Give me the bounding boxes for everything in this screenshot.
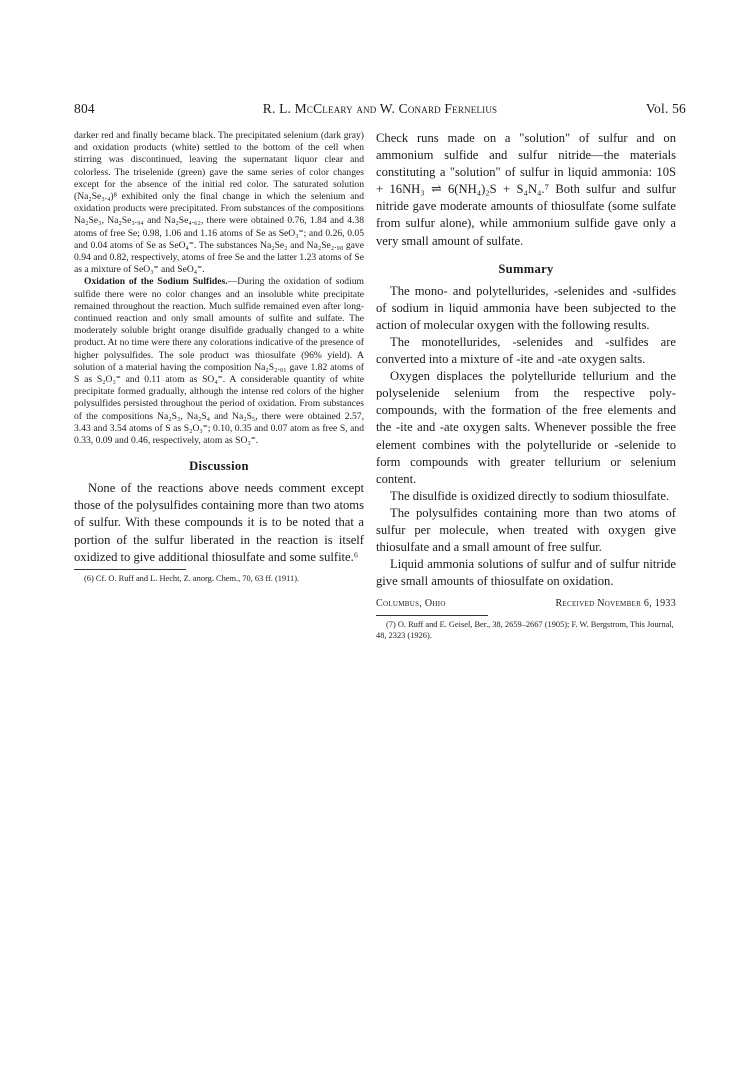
footnote-7: (7) O. Ruff and E. Geisel, Ber., 38, 2659–2667 (1905); F. W. Bergstrom, This Journal, 48, 2323 (1926).	[376, 620, 674, 640]
right-column	[376, 130, 676, 641]
running-header	[74, 101, 686, 121]
signature-city: Columbus, Ohio	[376, 598, 446, 610]
summary-heading: Summary	[498, 261, 554, 276]
summary-paragraph: The polysulfides containing more than two atoms of sulfur per molecule, when treated with oxygen give thiosulfate and a small amount of free sulfur.	[376, 505, 676, 555]
discussion-heading: Discussion	[189, 459, 249, 474]
experimental-section	[74, 130, 364, 447]
sulfide-paragraph	[74, 276, 364, 447]
volume-number: Vol. 56	[645, 101, 686, 116]
footnote-rule	[74, 569, 186, 570]
running-header-authors: R. L. McCleary and W. Conard Fernelius	[262, 101, 498, 116]
summary-section	[376, 283, 676, 591]
discussion-paragraph: None of the reactions above needs comment except those of the polysulfides containing more than two atoms of sulfur. With these compounds it is to be noted that a portion of the sulfur liberated in the reaction is itself oxidized to give additional thiosulfate and some sulfite.⁶	[74, 481, 364, 564]
page-number: 804	[74, 101, 95, 116]
footnote-rule	[376, 615, 488, 616]
check-runs-paragraph: Check runs made on a "solution" of sulfur and on ammonium sulfide and sulfur nitride—the materials constituting a "solution" of sulfur in liquid ammonia: 10S + 16NH₃ ⇌ 6(NH₄)₂S + S₄N₄.⁷ Both sulfur and sulfur nitride gave moderate amounts of thiosulfate (some sulfate from sulfur alone), while ammonium sulfide gave only a very small amount of sulfate.	[376, 131, 676, 248]
discussion-section	[74, 480, 364, 565]
summary-paragraph: Liquid ammonia solutions of sulfur and of sulfur nitride give small amounts of thiosulfate on oxidation.	[376, 557, 676, 589]
check-runs-section	[376, 130, 676, 250]
footnote-6: (6) Cf. O. Ruff and L. Hecht, Z. anorg. Chem., 70, 63 ff. (1911).	[84, 573, 300, 583]
sulfide-runin-heading: Oxidation of the Sodium Sulfides.	[84, 276, 228, 288]
left-column	[74, 130, 364, 584]
sulfide-paragraph-text: —During the oxidation of sodium sulfide there were no color changes and an insoluble white precipitate remained throughout the reaction. Much sulfide remained even after long-continued reaction and only small amounts of sulfite and sulfate. The moderately soluble bright orange disulfide gradually changed to a white product. At no time were there any colorations indicative of the presence of higher polysulfides. The sole product was thiosulfate (96% yield). A solution of a material having the composition Na₂S₂.₀₁ gave 1.82 atoms of S as S₂O₃⁼ and 0.11 atom as SO₄⁼. A considerable quantity of white precipitate formed gradually, although the intense red colors of the higher polysulfides persisted throughout the period of oxidation. From substances of the compositions Na₂S₃, Na₂S₄ and Na₂S₅, there were obtained 2.57, 3.43 and 3.54 atoms of S as S₂O₃⁼; 0.10, 0.35 and 0.07 atom as free S, and 0.33, 0.09 and 0.46, respectively, atom as SO₃⁼.	[74, 276, 364, 447]
received-date: Received November 6, 1933	[555, 598, 676, 610]
summary-paragraph: The monotellurides, -selenides and -sulfides are converted into a mixture of -ite and -ate oxygen salts.	[376, 334, 676, 367]
signature-line	[376, 598, 676, 612]
selenide-paragraph: darker red and finally became black. The precipitated selenium (dark gray) and oxidation products (white) settled to the bottom of the cell when stirring was discontinued, leaving the supernatant liquor clear and colorless. The triselenide (green) gave the same series of color changes except for the absence of the initial red color. The saturated solution (Na₂Se₃.₄)⁸ exhibited only the final change in which the selenium and oxidation products were precipitated. From substances of the compositions Na₂Se₃, Na₂Se₃.₉₄ and Na₂Se₄.₆₂, there were obtained 0.76, 1.84 and 4.38 atoms of free Se; 0.98, 1.06 and 1.16 atoms of Se as SeO₃⁼; and 0.26, 0.05 and 0.04 atoms of Se as SeO₄⁼. The substances Na₂Se₂ and Na₂Se₂.₉₈ gave 0.94 and 0.82, respectively, atoms of free Se and the latter 1.23 atoms of Se as a mixture of SeO₃⁼ and SeO₄⁼.	[74, 130, 364, 276]
summary-paragraph: The mono- and polytellurides, -selenides and -sulfides of sodium in liquid ammonia have been subjected to the action of molecular oxygen with the following results.	[376, 283, 676, 332]
summary-paragraph: The disulfide is oxidized directly to sodium thiosulfate.	[390, 488, 670, 503]
summary-paragraph: Oxygen displaces the polytelluride tellurium and the polyselenide selenium from the respective poly-compounds, with the formation of the free elements and the -ite and -ate oxygen salts. Whenever possible the free element combines with the polytelluride or -selenide to form compounds with greater tellurium or selenium content.	[376, 369, 676, 486]
